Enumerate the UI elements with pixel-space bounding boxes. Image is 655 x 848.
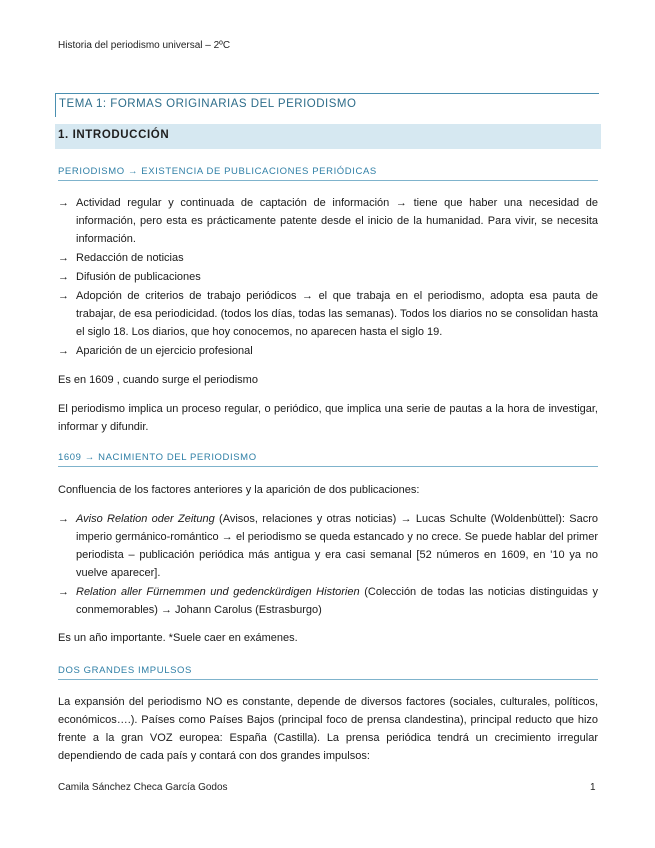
- arrow-icon: →: [58, 513, 69, 525]
- publication-title: Aviso Relation oder Zeitung: [76, 513, 215, 525]
- footer-author: Camila Sánchez Checa García Godos: [58, 782, 228, 793]
- arrow-icon: →: [58, 290, 69, 302]
- tema-title: TEMA 1: FORMAS ORIGINARIAS DEL PERIODISMO: [55, 93, 599, 117]
- list-item: [58, 194, 598, 248]
- subheading-periodismo: PERIODISMO → EXISTENCIA DE PUBLICACIONES PERIÓDICAS: [58, 166, 598, 181]
- list-item: [58, 583, 598, 619]
- list-item-text: Aparición de un ejercicio profesional: [76, 345, 253, 357]
- subheading-nacimiento: 1609 → NACIMIENTO DEL PERIODISMO: [58, 452, 598, 467]
- list-item-rest: (Colección de todas las noticias distinguidas y conmemorables) → Johann Carolus (Estrasburgo): [76, 586, 598, 616]
- arrow-icon: →: [58, 345, 69, 357]
- list-item-text: Actividad regular y continuada de captación de información → tiene que haber una necesidad de información, pero esta es prácticamente patente desde el inicio de la humanidad. Para vivir, se necesita información.: [76, 197, 598, 245]
- paragraph: La expansión del periodismo NO es constante, depende de diversos factores (sociales, culturales, políticos, económicos….). Países como Países Bajos (principal foco de prensa clandestina), principal reducto que hizo frente a la gran VOZ europea: España (Castilla). La prensa periódica tendrá un crecimiento irregular dependiendo de cada país y contará con dos grandes impulsos:: [58, 696, 598, 762]
- list-item-text: Adopción de criterios de trabajo periódicos → el que trabaja en el periodismo, adopta esa pauta de trabajar, de esa periodicidad. (todos los días, todas las semanas). Todos los diarios no se consolidan hasta el siglo 18. Los diarios, que hoy conocemos, no aparecen hasta el siglo 19.: [76, 290, 598, 338]
- list-item-text: [76, 510, 598, 582]
- page-number: 1: [590, 782, 596, 793]
- arrow-icon: →: [58, 197, 69, 209]
- list-item: [58, 342, 598, 360]
- section-heading-introduccion: 1. INTRODUCCIÓN: [55, 124, 601, 149]
- list-item: [58, 510, 598, 582]
- list-item-text: [76, 583, 598, 619]
- list-item-rest: (Avisos, relaciones y otras noticias) → Lucas Schulte (Woldenbüttel): Sacro imperio germánico-romántico → el periodismo se queda estancado y no crece. Se puede hablar del primer periodista – publicación periódica más antigua y era casi semanal [52 números en 1609, en '10 ya no vuelve aparecer].: [76, 513, 599, 579]
- list-item-text: Redacción de noticias: [76, 252, 184, 264]
- paragraph: Es un año importante. *Suele caer en exámenes.: [58, 632, 298, 644]
- arrow-icon: →: [58, 586, 69, 598]
- arrow-icon: →: [58, 252, 69, 264]
- paragraph: Es en 1609 , cuando surge el periodismo: [58, 374, 258, 386]
- list-item: [58, 249, 598, 267]
- list-item-text: Difusión de publicaciones: [76, 271, 201, 283]
- subheading-impulsos: DOS GRANDES IMPULSOS: [58, 665, 598, 680]
- list-item: [58, 268, 598, 286]
- paragraph: Confluencia de los factores anteriores y la aparición de dos publicaciones:: [58, 484, 420, 496]
- arrow-icon: →: [58, 271, 69, 283]
- list-item: [58, 287, 598, 341]
- publication-title: Relation aller Fürnemmen und gedenckürdigen Historien: [76, 586, 360, 598]
- running-header: Historia del periodismo universal – 2ºC: [58, 40, 231, 51]
- paragraph: El periodismo implica un proceso regular, o periódico, que implica una serie de pautas a la hora de investigar, informar y difundir.: [58, 403, 598, 433]
